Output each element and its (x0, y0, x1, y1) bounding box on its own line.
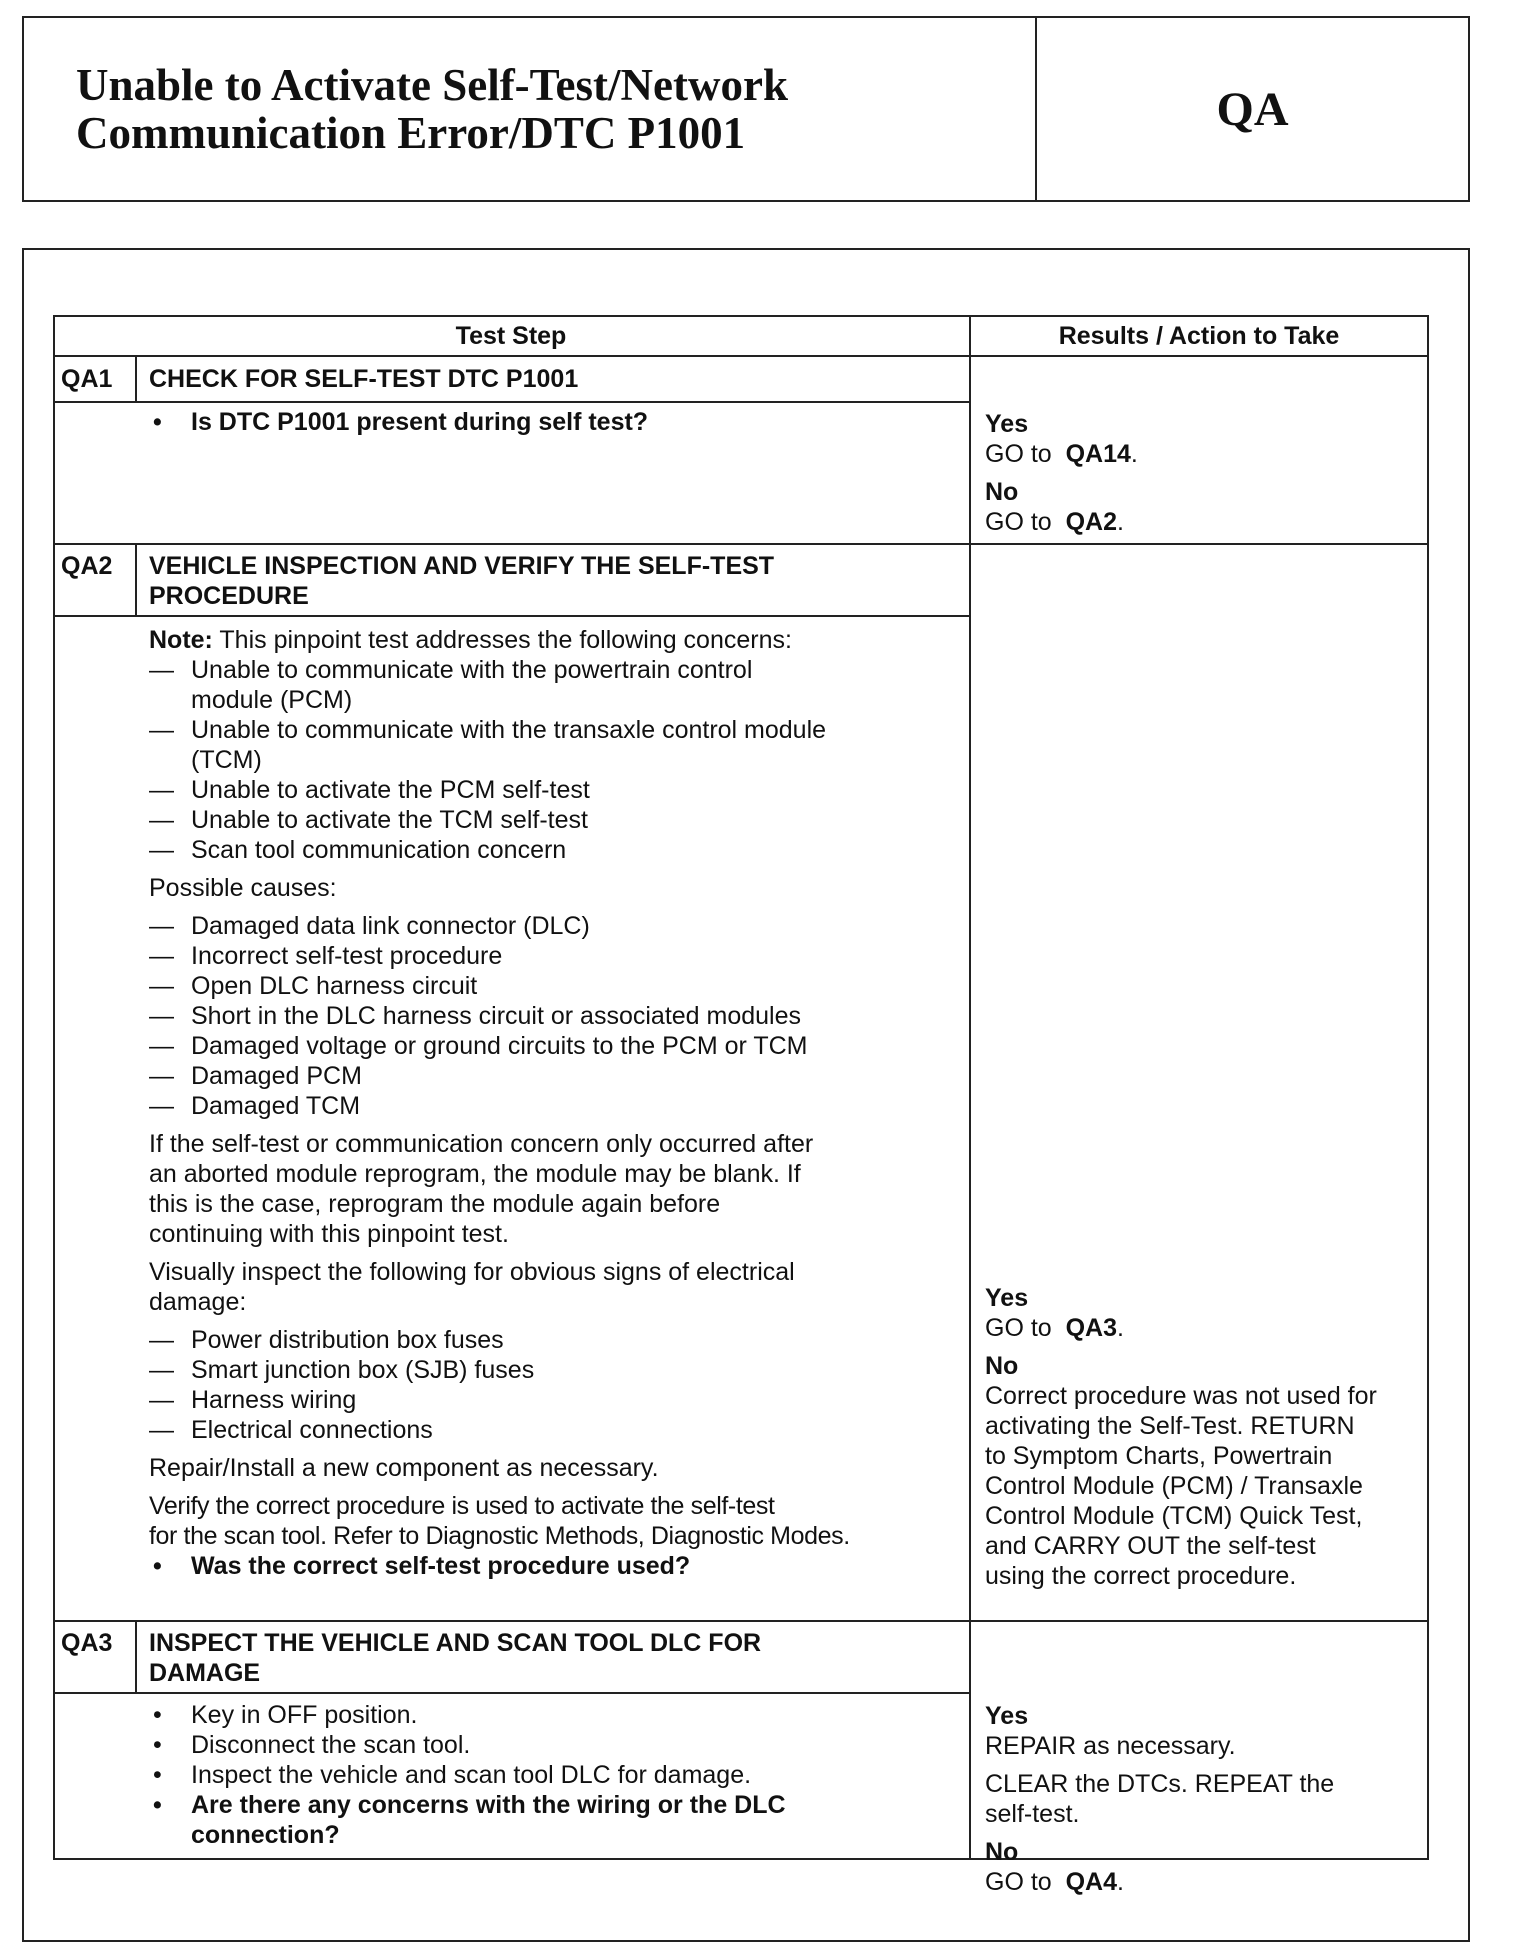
bullet-icon: • (153, 1552, 162, 1580)
concern-item-cont: (TCM) (191, 746, 262, 774)
table-border-right (1427, 315, 1429, 1860)
qa1-id-divider (135, 355, 137, 403)
yes-label: Yes (985, 1284, 1029, 1312)
section-code: QA (1216, 82, 1289, 136)
concern-item: — Unable to activate the PCM self-test (149, 776, 590, 804)
cause-item: — Damaged TCM (149, 1092, 361, 1120)
title-line-2: Communication Error/DTC P1001 (76, 108, 746, 158)
question-qa3: • Are there any concerns with the wiring or the DLC connection? (153, 1791, 786, 1849)
causes-heading: Possible causes: (149, 874, 337, 902)
cause-item: — Incorrect self-test procedure (149, 942, 503, 970)
question-qa1: • Is DTC P1001 present during self test? (149, 407, 949, 437)
step-bullet: • Disconnect the scan tool. (153, 1731, 471, 1759)
qa2-title-divider (53, 615, 971, 617)
results-qa2 (985, 1283, 1425, 1591)
qa3-body (149, 1700, 964, 1850)
question-qa2: • Was the correct self-test procedure used? (149, 1551, 969, 1581)
step-title-qa3: INSPECT THE VEHICLE AND SCAN TOOL DLC FOR DAMAGE (149, 1629, 762, 1687)
title-line-1: Unable to Activate Self-Test/Network (76, 60, 788, 110)
step-title-qa1: CHECK FOR SELF-TEST DTC P1001 (149, 365, 579, 393)
reprogram-paragraph: If the self-test or communication concern only occurred after an aborted module reprogram, the module may be blank. If this is the case, reprogram the module again before continuing with this pinpoint test. (149, 1130, 814, 1248)
table-border-left (53, 315, 55, 1860)
cause-item: — Damaged PCM (149, 1062, 362, 1090)
inspect-paragraph: Visually inspect the following for obvious signs of electrical damage: (149, 1258, 795, 1316)
cause-item: — Damaged voltage or ground circuits to the PCM or TCM (149, 1032, 808, 1060)
concern-item: — Unable to communicate with the transaxle control module (149, 716, 827, 744)
inspect-item: — Electrical connections (149, 1416, 433, 1444)
step-bullet: • Inspect the vehicle and scan tool DLC for damage. (153, 1761, 752, 1789)
cause-item: — Damaged data link connector (DLC) (149, 912, 590, 940)
qa2-id-divider (135, 543, 137, 617)
yes-label: Yes (985, 410, 1029, 438)
qa1-title-divider (53, 401, 971, 403)
no-result: GO to QA4. (985, 1868, 1124, 1896)
step-title-qa2: VEHICLE INSPECTION AND VERIFY THE SELF-TEST PROCEDURE (149, 552, 775, 610)
inspect-item: — Power distribution box fuses (149, 1326, 504, 1354)
page-header (22, 16, 1470, 202)
cause-item: — Open DLC harness circuit (149, 972, 478, 1000)
qa1-row-divider (53, 543, 1429, 545)
cause-item: — Short in the DLC harness circuit or associated modules (149, 1002, 802, 1030)
no-label: No (985, 478, 1019, 506)
qa2-body (149, 625, 969, 1581)
yes-result-line-2: CLEAR the DTCs. REPEAT the (985, 1770, 1335, 1798)
header-row-divider (53, 355, 1429, 357)
inspect-item: — Harness wiring (149, 1386, 357, 1414)
step-bullet: • Key in OFF position. (153, 1701, 418, 1729)
inspect-item: — Smart junction box (SJB) fuses (149, 1356, 535, 1384)
step-id-qa2: QA2 (61, 552, 113, 580)
no-label: No (985, 1838, 1019, 1866)
concern-item: — Scan tool communication concern (149, 836, 567, 864)
page-title (24, 18, 1037, 200)
qa3-id-divider (135, 1620, 137, 1694)
bullet-icon: • (153, 408, 162, 436)
yes-result: GO to QA3. (985, 1314, 1124, 1342)
note-line: Note: This pinpoint test addresses the following concerns: (149, 626, 792, 654)
column-header-test-step: Test Step (455, 322, 567, 350)
qa3-title-divider (53, 1692, 971, 1694)
column-divider (969, 315, 971, 1860)
step-id-qa1: QA1 (61, 365, 113, 393)
concern-item-cont: module (PCM) (191, 686, 353, 714)
step-id-qa3: QA3 (61, 1629, 113, 1657)
concern-item: — Unable to activate the TCM self-test (149, 806, 588, 834)
qa2-row-divider (53, 1620, 1429, 1622)
yes-result: GO to QA14. (985, 440, 1138, 468)
no-result: GO to QA2. (985, 508, 1124, 536)
yes-label: Yes (985, 1702, 1029, 1730)
no-label: No (985, 1352, 1019, 1380)
column-header-results: Results / Action to Take (1058, 322, 1340, 350)
repair-line: Repair/Install a new component as necessary. (149, 1454, 659, 1482)
table-border-top (53, 315, 1429, 317)
results-qa1 (985, 409, 1415, 537)
no-result: Correct procedure was not used for activating the Self-Test. RETURN to Symptom Charts, Powertrain Control Module (PCM) / Transaxle Control Module (TCM) Quick Test, and CARRY OUT the self-test using the correct procedure. (985, 1382, 1377, 1590)
yes-result-line-3: self-test. (985, 1800, 1080, 1828)
concern-item: — Unable to communicate with the powertrain control (149, 656, 753, 684)
yes-result-line-1: REPAIR as necessary. (985, 1732, 1236, 1760)
verify-paragraph: Verify the correct procedure is used to activate the self-test for the scan tool. Refer to Diagnostic Methods, Diagnostic Modes. (149, 1492, 850, 1550)
results-qa3 (985, 1701, 1425, 1897)
pinpoint-test-table (53, 315, 1429, 1896)
